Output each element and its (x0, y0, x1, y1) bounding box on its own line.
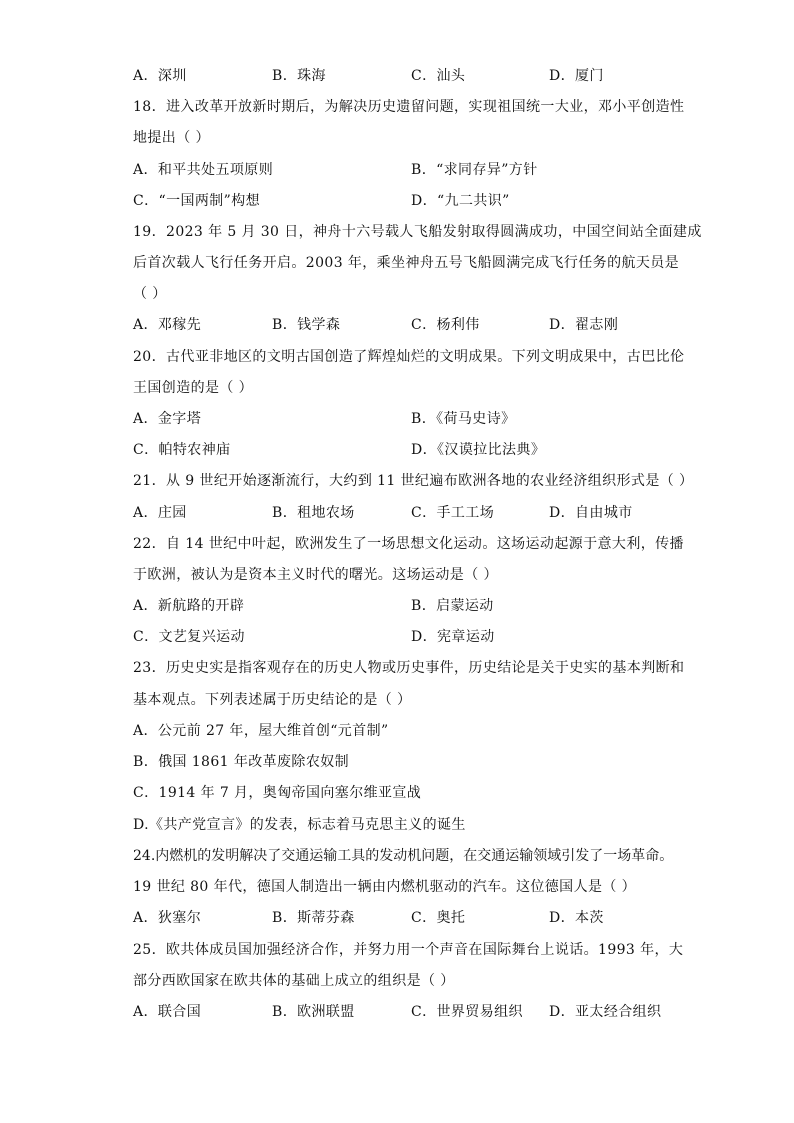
q22-stem-line-1: 22．自 14 世纪中叶起，欧洲发生了一场思想文化运动。这场运动起源于意大利，传播 (133, 536, 684, 552)
q21-option-a: A．庄园 (133, 505, 187, 521)
q23-option-d: D.《共产党宣言》的发表，标志着马克思主义的诞生 (133, 817, 466, 833)
q24-options-row (133, 908, 666, 928)
q19-option-b: B．钱学森 (272, 317, 341, 333)
q20-option-d: D．《汉谟拉比法典》 (411, 442, 546, 458)
q22-option-b: B．启蒙运动 (411, 598, 494, 614)
q20-options-row-2 (133, 440, 666, 460)
q17-option-d: D．厦门 (549, 68, 604, 84)
q24-stem-line-2: 19 世纪 80 年代，德国人制造出一辆由内燃机驱动的汽车。这位德国人是（ ） (133, 879, 637, 895)
q18-stem-line-2: 地提出（ ） (133, 130, 210, 146)
q25-stem-line-2: 部分西欧国家在欧共体的基础上成立的组织是（ ） (133, 973, 455, 989)
q25-option-a: A．联合国 (133, 1004, 202, 1020)
q19-stem-line-3: （ ） (133, 286, 167, 302)
q25-option-b: B．欧洲联盟 (272, 1004, 355, 1020)
q18-option-a: A．和平共处五项原则 (133, 162, 274, 178)
q20-option-c: C．帕特农神庙 (133, 442, 231, 458)
q24-option-d: D．本茨 (549, 910, 604, 926)
q18-option-d: D．“九二共识” (411, 193, 510, 209)
q18-option-c: C．“一国两制”构想 (133, 193, 261, 209)
q25-option-d: D．亚太经合组织 (549, 1004, 662, 1020)
q23-option-b: B．俄国 1861 年改革废除农奴制 (133, 754, 350, 770)
q20-stem-line-2: 王国创造的是（ ） (133, 380, 254, 396)
q24-option-c: C．奥托 (411, 910, 466, 926)
q24-stem-line-1: 24.内燃机的发明解决了交通运输工具的发动机问题，在交通运输领域引发了一场革命。 (133, 848, 674, 864)
q18-stem-line-1: 18．进入改革开放新时期后，为解决历史遗留问题，实现祖国统一大业，邓小平创造性 (133, 99, 685, 115)
q21-options-row (133, 503, 666, 523)
q17-option-b: B．珠海 (272, 68, 326, 84)
q22-options-row-2 (133, 627, 666, 647)
q20-option-a: A．金字塔 (133, 411, 202, 427)
q17-option-c: C．汕头 (411, 68, 466, 84)
q17-options-row (133, 66, 666, 86)
q23-option-c: C．1914 年 7 月，奥匈帝国向塞尔维亚宣战 (133, 785, 422, 801)
q19-option-c: C．杨利伟 (411, 317, 480, 333)
q18-option-b: B．“求同存异”方针 (411, 162, 538, 178)
q19-option-d: D．翟志刚 (549, 317, 619, 333)
q19-stem-line-2: 后首次载人飞行任务开启。2003 年，乘坐神舟五号飞船圆满完成飞行任务的航天员是 (133, 255, 680, 271)
q18-options-row-1 (133, 160, 666, 180)
q20-options-row-1 (133, 409, 666, 429)
q23-option-a: A．公元前 27 年，屋大维首创“元首制” (133, 723, 389, 739)
q25-stem-line-1: 25．欧共体成员国加强经济合作，并努力用一个声音在国际舞台上说话。1993 年，大 (133, 942, 684, 958)
q21-option-b: B．租地农场 (272, 505, 355, 521)
q23-stem-line-2: 基本观点。下列表述属于历史结论的是（ ） (133, 692, 412, 708)
q21-option-d: D．自由城市 (549, 505, 633, 521)
q22-option-d: D．宪章运动 (411, 629, 495, 645)
q19-options-row (133, 315, 666, 335)
q21-stem-line-1: 21．从 9 世纪开始逐渐流行，大约到 11 世纪遍布欧洲各地的农业经济组织形式是（ ） (133, 473, 694, 489)
q20-stem-line-1: 20．古代亚非地区的文明古国创造了辉煌灿烂的文明成果。下列文明成果中，古巴比伦 (133, 349, 685, 365)
q23-stem-line-1: 23．历史史实是指客观存在的历史人物或历史事件，历史结论是关于史实的基本判断和 (133, 660, 685, 676)
q24-option-a: A．狄塞尔 (133, 910, 202, 926)
q19-option-a: A．邓稼先 (133, 317, 202, 333)
q20-option-b: B．《荷马史诗》 (411, 411, 516, 427)
q21-option-c: C．手工工场 (411, 505, 495, 521)
q25-option-c: C．世界贸易组织 (411, 1004, 523, 1020)
q22-option-a: A．新航路的开辟 (133, 598, 245, 614)
q18-options-row-2 (133, 191, 666, 211)
q25-options-row (133, 1002, 666, 1022)
q22-stem-line-2: 于欧洲，被认为是资本主义时代的曙光。这场运动是（ ） (133, 567, 498, 583)
q17-option-a: A．深圳 (133, 68, 187, 84)
q22-option-c: C．文艺复兴运动 (133, 629, 245, 645)
q19-stem-line-1: 19．2023 年 5 月 30 日，神舟十六号载人飞船发射取得圆满成功，中国空间站全面建成 (133, 224, 702, 240)
q24-option-b: B．斯蒂芬森 (272, 910, 355, 926)
q22-options-row-1 (133, 596, 666, 616)
